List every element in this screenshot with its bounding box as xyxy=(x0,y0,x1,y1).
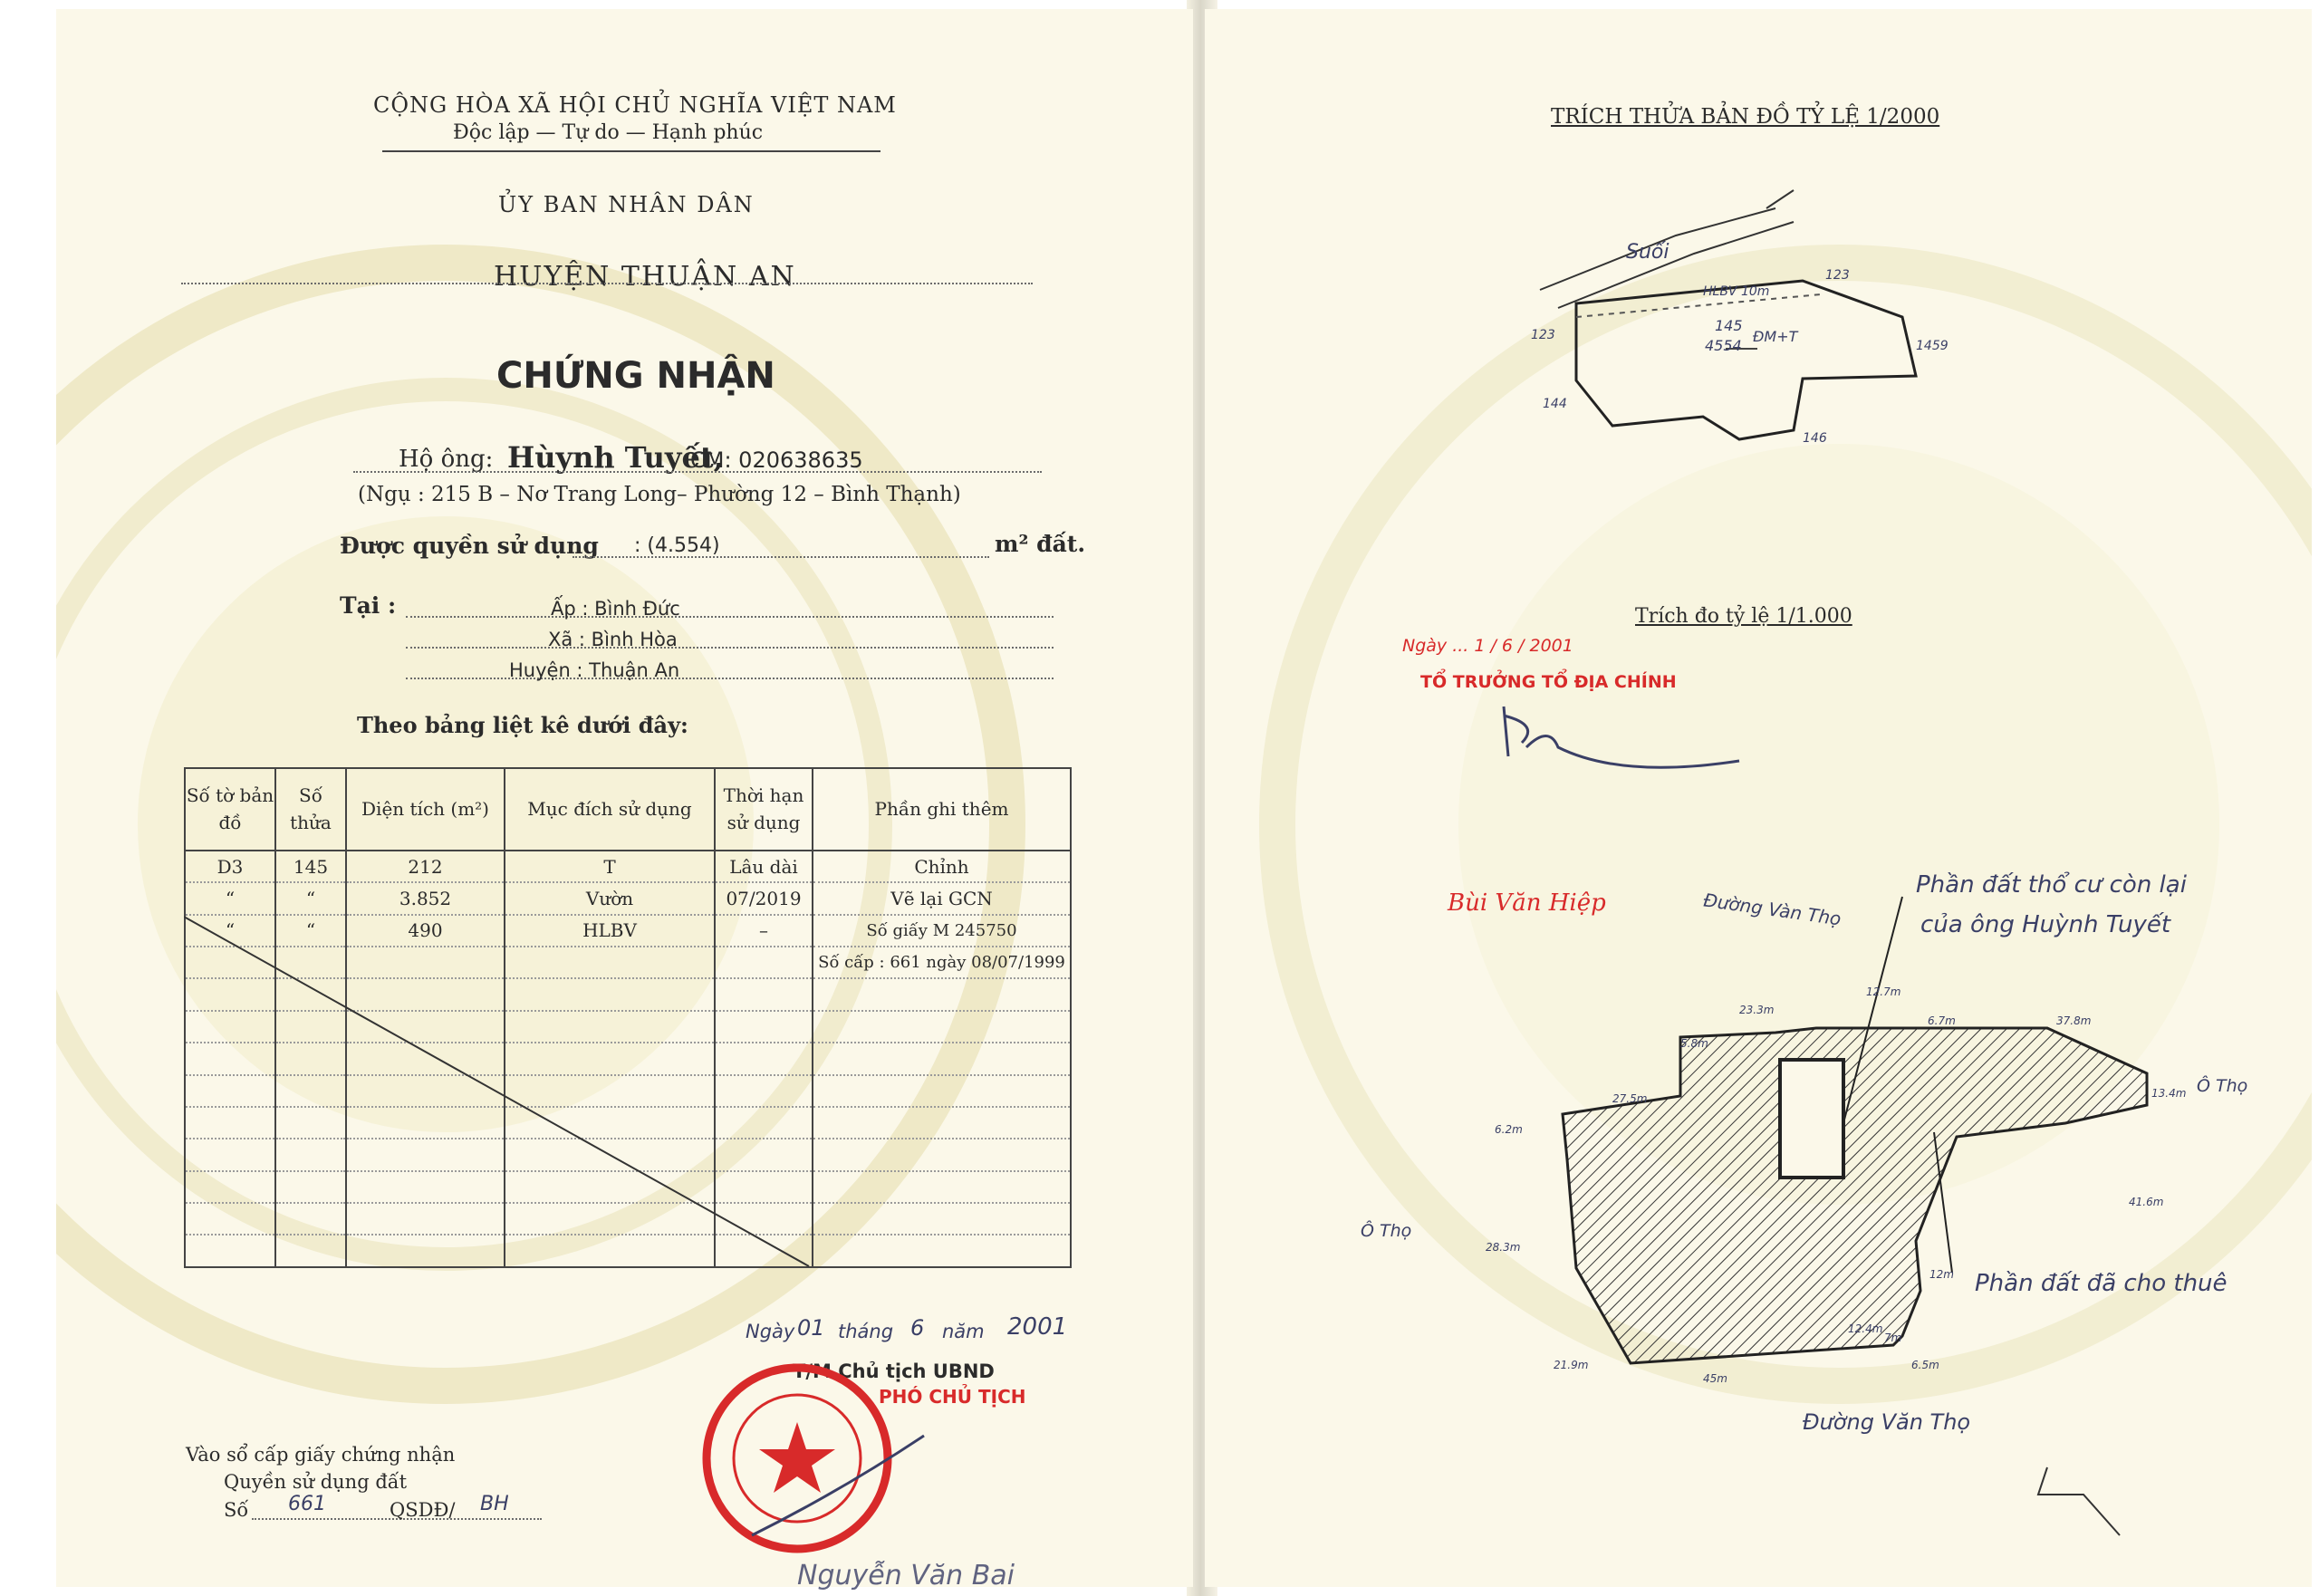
dimension-label: 6.5m xyxy=(1911,1359,1939,1371)
parcel-use: ĐM+T xyxy=(1753,328,1798,345)
table-row xyxy=(185,851,1071,882)
stream-label: Suối xyxy=(1626,241,1669,264)
neighbor-right: Ô Thọ xyxy=(2197,1076,2248,1096)
col-header-area: Diện tích (m²) xyxy=(346,768,505,851)
motto: Độc lập — Tự do — Hạnh phúc xyxy=(453,121,764,144)
registry-code-label: QSDĐ/ xyxy=(390,1499,456,1521)
cell: D3 xyxy=(185,851,275,882)
note-leased: Phần đất đã cho thuê xyxy=(1975,1270,2228,1297)
cell: Vẽ lại GCN xyxy=(813,882,1071,914)
area-value: : (4.554) xyxy=(634,534,720,557)
registry-no: 661 xyxy=(288,1493,326,1515)
corner-mark-icon xyxy=(2029,1458,2138,1540)
neighbor-146: 146 xyxy=(1803,431,1827,446)
table-cancel-line xyxy=(184,915,818,1268)
owner-name: Hùynh Tuyết, xyxy=(507,440,724,475)
map-extract-title: TRÍCH THỬA BẢN ĐỒ TỶ LỆ 1/2000 xyxy=(1551,105,1940,129)
cell: 490 xyxy=(346,915,505,947)
parcel-fraction-top: 145 xyxy=(1715,317,1743,334)
district-line: Huyện : Thuận An xyxy=(509,659,680,681)
cell: Vườn xyxy=(505,882,715,914)
date-day: 01 xyxy=(797,1315,825,1341)
registry-line-2: Quyền sử dụng đất xyxy=(224,1471,408,1493)
parcel-fraction-bottom: 4554 xyxy=(1705,337,1742,354)
cell: 07/2019 xyxy=(715,882,813,914)
district-heading: HUYỆN THUẬN AN xyxy=(494,261,796,293)
cell: Chỉnh xyxy=(813,851,1071,882)
district-dots xyxy=(181,283,1033,284)
hlbv-label: HLBV 10m xyxy=(1703,284,1770,299)
owner-address: (Ngụ : 215 B – Nơ Trang Long– Phường 12 – Bình Thạnh) xyxy=(358,483,961,506)
col-header-map-sheet: Số tờ bản đồ xyxy=(185,768,275,851)
hamlet-dots xyxy=(406,616,1054,618)
neighbor-left: Ô Thọ xyxy=(1361,1221,1412,1241)
dimension-label: 37.8m xyxy=(2056,1014,2092,1027)
col-header-term: Thời hạn sử dụng xyxy=(715,768,813,851)
cell: “ xyxy=(275,882,346,914)
cell: T xyxy=(505,851,715,882)
chairman-signature: Nguyễn Văn Bai xyxy=(797,1560,1015,1591)
table-header-row xyxy=(185,768,1071,851)
col-header-purpose: Mục đích sử dụng xyxy=(505,768,715,851)
hamlet-line: Ấp : Bình Đức xyxy=(551,598,680,620)
dimension-label: 13.4m xyxy=(2151,1087,2187,1100)
col-header-notes: Phần ghi thêm xyxy=(813,768,1071,851)
dimension-label: 28.3m xyxy=(1486,1241,1521,1254)
dimension-label: 12.7m xyxy=(1866,985,1901,998)
survey-scale-title: Trích đo tỷ lệ 1/1.000 xyxy=(1635,605,1852,628)
registry-code: BH xyxy=(480,1493,509,1515)
cell: “ xyxy=(275,915,346,947)
cell: 3.852 xyxy=(346,882,505,914)
neighbor-144: 144 xyxy=(1543,397,1567,411)
list-caption: Theo bảng liệt kê dưới đây: xyxy=(357,712,688,738)
land-department-stamp: TỔ TRƯỞNG TỔ ĐỊA CHÍNH xyxy=(1420,672,1677,692)
dimension-label: 21.9m xyxy=(1554,1359,1589,1371)
committee-heading: ỦY BAN NHÂN DÂN xyxy=(498,192,755,217)
dimension-label: 6.7m xyxy=(1928,1014,1956,1027)
dimension-label: 41.6m xyxy=(2129,1196,2164,1208)
surveyor-name: Bùi Văn Hiệp xyxy=(1448,889,1606,917)
registry-no-label: Số xyxy=(224,1499,249,1521)
commune-dots xyxy=(406,647,1054,649)
road-bottom-label: Đường Văn Thọ xyxy=(1803,1409,1971,1435)
col-header-parcel: Số thửa xyxy=(275,768,346,851)
dimension-label: 12.4m xyxy=(1848,1322,1883,1335)
cell: Lâu dài xyxy=(715,851,813,882)
neighbor-123-top: 123 xyxy=(1825,268,1850,283)
neighbor-123-left: 123 xyxy=(1531,328,1555,342)
note-remaining-line2: của ông Huỳnh Tuyết xyxy=(1920,911,2171,938)
chairman-label: T/M Chủ tịch UBND xyxy=(793,1360,995,1382)
commune-line: Xã : Bình Hòa xyxy=(548,629,678,650)
date-label-day: Ngày xyxy=(746,1321,795,1342)
registry-line-1: Vào sổ cấp giấy chứng nhận xyxy=(186,1444,456,1466)
cell: – xyxy=(715,915,813,947)
use-right-label: Được quyền sử dụng xyxy=(340,533,599,559)
neighbor-1459: 1459 xyxy=(1916,339,1949,353)
small-parcel-map xyxy=(1522,181,1993,453)
cell: Số cấp : 661 ngày 08/07/1999 xyxy=(813,947,1071,978)
cell: “ xyxy=(185,915,275,947)
date-month: 6 xyxy=(910,1315,925,1341)
table-row xyxy=(185,882,1071,914)
owner-id: CM: 020638635 xyxy=(690,447,863,473)
dimension-label: 27.5m xyxy=(1612,1092,1648,1105)
dimension-label: 5.8m xyxy=(1680,1037,1708,1050)
road-top-label: Đường Vàn Thọ xyxy=(1702,889,1843,930)
stamp-deputy-chairman: PHÓ CHỦ TỊCH xyxy=(879,1386,1026,1408)
location-label: Tại : xyxy=(340,592,397,619)
republic-heading: CỘNG HÒA XÃ HỘI CHỦ NGHĨA VIỆT NAM xyxy=(373,92,897,118)
certificate-title: CHỨNG NHẬN xyxy=(496,355,775,397)
date-label-year: năm xyxy=(942,1321,985,1342)
motto-underline xyxy=(382,150,880,152)
dimension-label: 7m xyxy=(1884,1332,1902,1344)
area-unit: m² đất. xyxy=(995,531,1086,557)
dimension-label: 12m xyxy=(1929,1268,1954,1281)
survey-date-stamp: Ngày ... 1 / 6 / 2001 xyxy=(1402,636,1573,656)
owner-dots xyxy=(353,471,1042,473)
cell: 212 xyxy=(346,851,505,882)
cell: “ xyxy=(185,882,275,914)
date-label-month: tháng xyxy=(838,1321,894,1342)
cell: HLBV xyxy=(505,915,715,947)
date-year: 2001 xyxy=(1007,1313,1068,1341)
dimension-label: 45m xyxy=(1703,1372,1727,1385)
surveyor-signature-icon xyxy=(1486,697,1757,788)
dimension-label: 23.3m xyxy=(1739,1004,1775,1016)
cell: Số giấy M 245750 xyxy=(813,915,1071,947)
owner-prefix: Hộ ông: xyxy=(399,446,494,473)
dimension-label: 6.2m xyxy=(1495,1123,1523,1136)
note-remaining-line1: Phần đất thổ cư còn lại xyxy=(1916,871,2187,899)
district-line-dots xyxy=(406,678,1054,679)
cell: 145 xyxy=(275,851,346,882)
